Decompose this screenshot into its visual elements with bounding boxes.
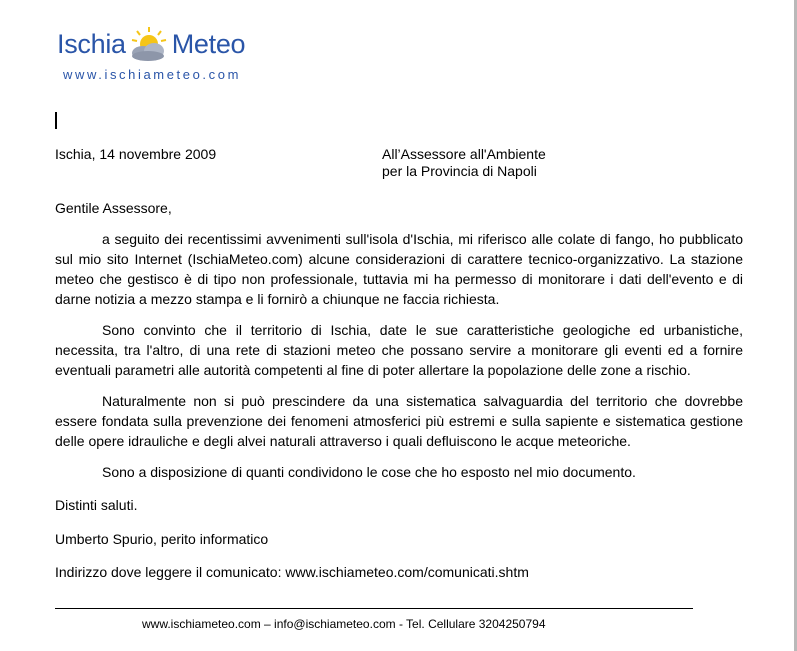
letter-date: Ischia, 14 novembre 2009 <box>55 146 217 162</box>
text-cursor <box>55 112 57 129</box>
footer-contact: www.ischiameteo.com – info@ischiameteo.com - Tel. Cellulare 3204250794 <box>142 617 546 631</box>
paragraph-2: Sono convinto che il territorio di Ischia, date le sue caratteristiche geologiche ed urbanistiche, necessita, tra l'altro, di una rete di stazioni meteo che possano servire a monitorare gli eventi ed a fornire eventuali parametri alle autorità competenti al fine di poter allertare la popolazione delle zone a rischio. <box>55 322 743 378</box>
paragraph-3: Naturalmente non si può prescindere da una sistematica salvaguardia del territorio che dovrebbe essere fondata sulla prevenzione dei fenomeni atmosferici più estremi e sulla sapiente e sistematica gestione delle opere idrauliche e degli alvei naturali attraverso i quali defluiscono le acque meteoriche. <box>55 393 743 449</box>
closing: Distinti saluti. <box>55 497 138 513</box>
ischiameteo-logo <box>57 25 257 85</box>
paragraph-4: Sono a disposizione di quanti condividono le cose che ho esposto nel mio documento. <box>102 464 636 480</box>
logo-title <box>57 29 245 60</box>
logo-title-right: Meteo <box>171 29 246 59</box>
logo-url: www.ischiameteo.com <box>63 67 241 82</box>
footer-divider <box>55 608 693 609</box>
signature: Umberto Spurio, perito informatico <box>55 531 269 547</box>
paragraph-1: a seguito dei recentissimi avvenimenti sull'isola d'Ischia, mi riferisco alle colate di fango, ho pubblicato sul mio sito Internet (IschiaMeteo.com) alcune considerazioni di carattere tecnico-organizzativo. La stazione meteo che gestisco è di tipo non professionale, tuttavia mi ha permesso di monitorare i dati dell'evento e di darne notizia a mezzo stampa e li fornirò a chiunque ne faccia richiesta. <box>55 231 743 307</box>
recipient-line-2: per la Provincia di Napoli <box>382 163 537 179</box>
greeting: Gentile Assessore, <box>55 200 172 216</box>
logo-title-left: Ischia <box>57 29 126 59</box>
recipient-line-1: All’Assessore all'Ambiente <box>382 146 546 162</box>
link-line: Indirizzo dove leggere il comunicato: www.ischiameteo.com/comunicati.shtm <box>55 564 529 580</box>
